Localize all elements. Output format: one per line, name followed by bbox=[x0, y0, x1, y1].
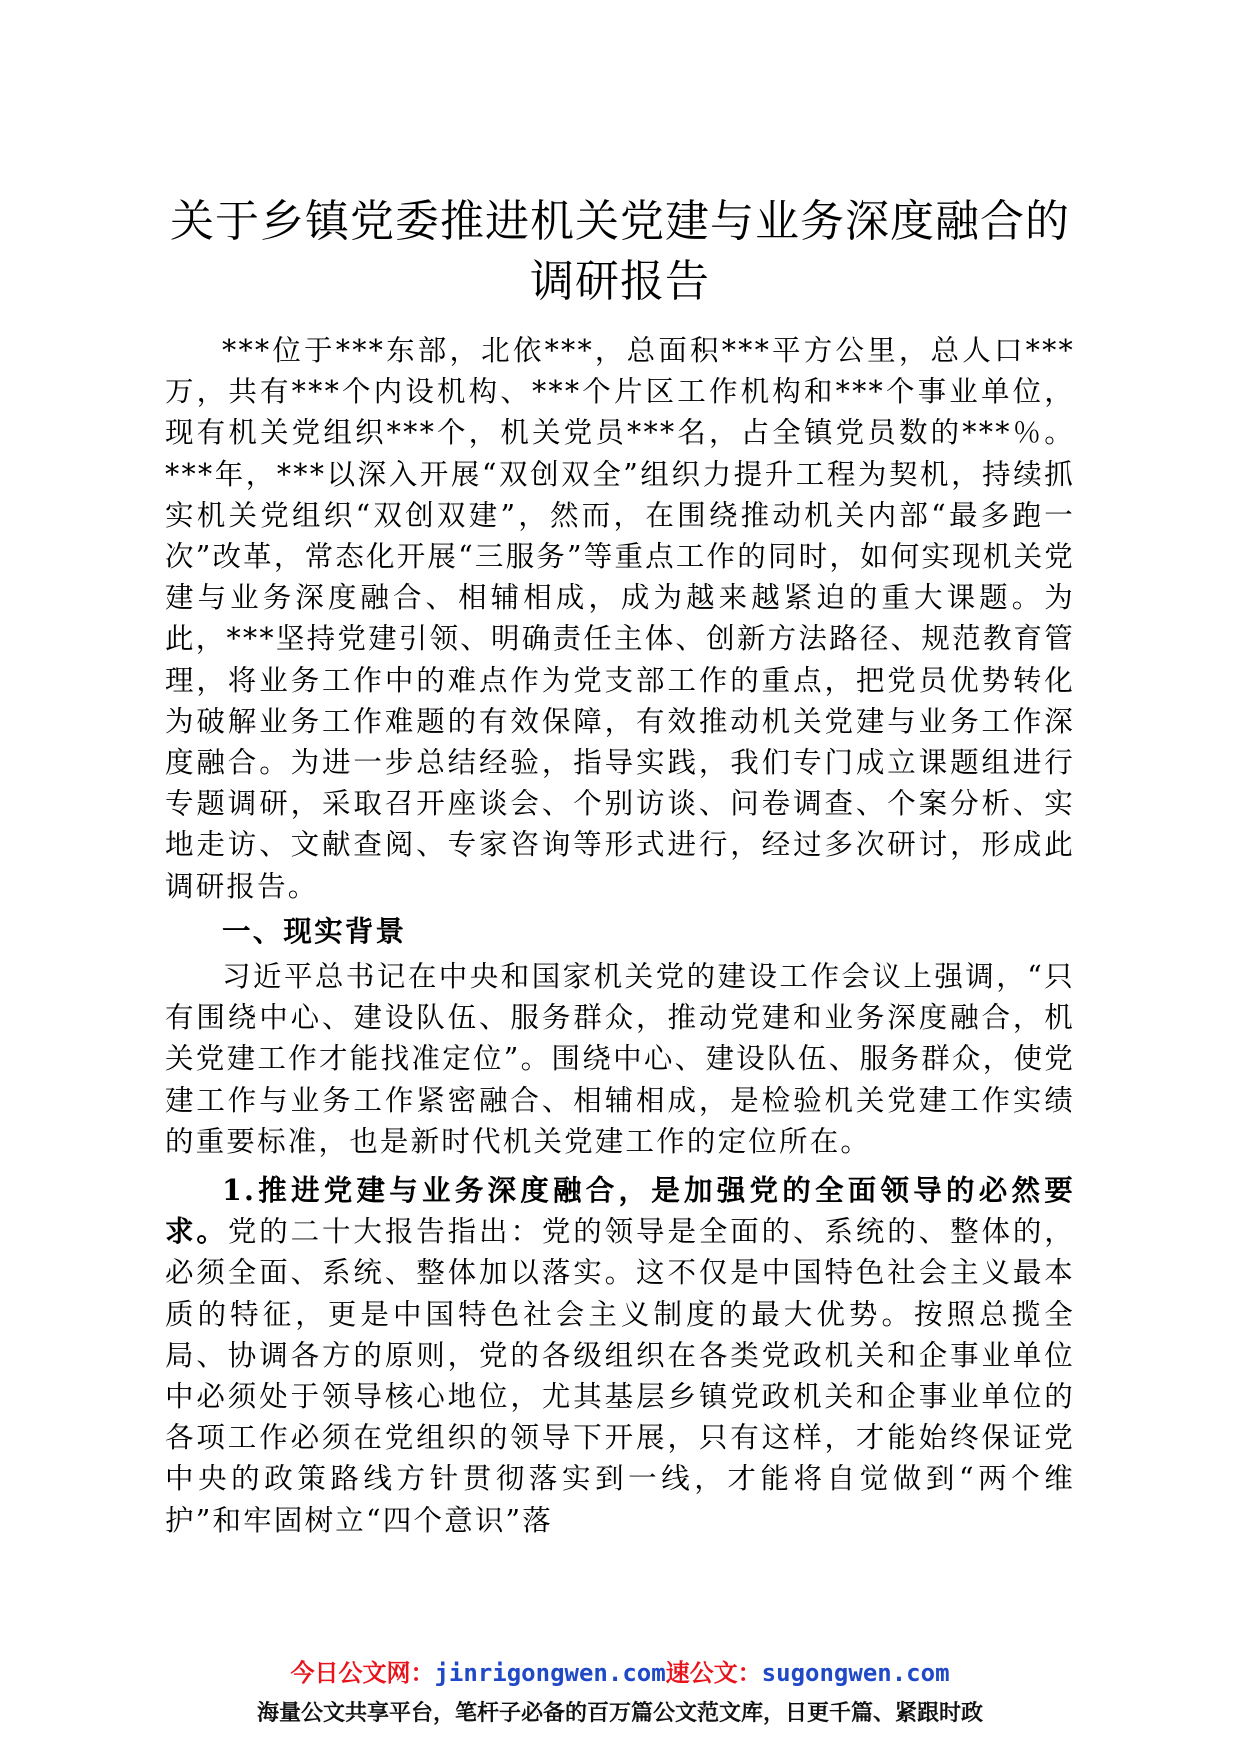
footer-site1-label: 今日公文网： bbox=[290, 1659, 435, 1687]
document-body bbox=[165, 330, 1075, 1541]
footer-site2-label: 速公文： bbox=[665, 1659, 762, 1687]
point-paragraph bbox=[165, 1170, 1075, 1541]
point-lead: 1.推进党建与业务深度融合，是加强党的全面领导的必然要求。 bbox=[165, 1173, 1075, 1249]
document-title-line2: 调研报告 bbox=[530, 256, 710, 307]
document-title-line1: 关于乡镇党委推进机关党建与业务深度融合的 bbox=[170, 196, 1070, 247]
footer-slogan: 海量公文共享平台，笔杆子必备的百万篇公文范文库，日更千篇、紧跟时政 bbox=[256, 1701, 983, 1726]
intro-paragraph: ***位于***东部，北依***，总面积***平方公里，总人口***万，共有***个内设机构、***个片区工作机构和***个事业单位，现有机关党组织***个，机关党员***名，占全镇党员数的***％。***年，***以深入开展“双创双全”组织力提升工程为契机，持续抓实机关党组织“双创双建”，然而，在围绕推动机关内部“最多跑一次”改革，常态化开展“三服务”等重点工作的同时，如何实现机关党建与业务深度融合、相辅相成，成为越来越紧迫的重大课题。为此，***坚持党建引领、明确责任主体、创新方法路径、规范教育管理，将业务工作中的难点作为党支部工作的重点，把党员优势转化为破解业务工作难题的有效保障，有效推动机关党建与业务工作深度融合。为进一步总结经验，指导实践，我们专门成立课题组进行专题调研，采取召开座谈会、个别访谈、问卷调查、个案分析、实地走访、文献查阅、专家咨询等形式进行，经过多次研讨，形成此调研报告。 bbox=[165, 334, 1075, 903]
section-paragraph: 习近平总书记在中央和国家机关党的建设工作会议上强调，“只有围绕中心、建设队伍、服务群众，推动党建和业务深度融合，机关党建工作才能找准定位”。围绕中心、建设队伍、服务群众，使党建工作与业务工作紧密融合、相辅相成，是检验机关党建工作实绩的重要标准，也是新时代机关党建工作的定位所在。 bbox=[165, 960, 1075, 1158]
point-text: 党的二十大报告指出：党的领导是全面的、系统的、整体的，必须全面、系统、整体加以落实。这不仅是中国特色社会主义最本质的特征，更是中国特色社会主义制度的最大优势。按照总揽全局、协调各方的原则，党的各级组织在各类党政机关和企事业单位中必须处于领导核心地位，尤其基层乡镇党政机关和企事业单位的各项工作必须在党组织的领导下开展，只有这样，才能始终保证党中央的政策路线方针贯彻落实到一线，才能将自觉做到“两个维护”和牢固树立“四个意识”落 bbox=[165, 1215, 1075, 1537]
footer-links bbox=[0, 1658, 1240, 1688]
footer-site1-link[interactable]: jinrigongwen.com bbox=[434, 1659, 666, 1687]
section-heading: 一、现实背景 bbox=[222, 914, 407, 948]
footer-site2-link[interactable]: sugongwen.com bbox=[761, 1659, 950, 1687]
